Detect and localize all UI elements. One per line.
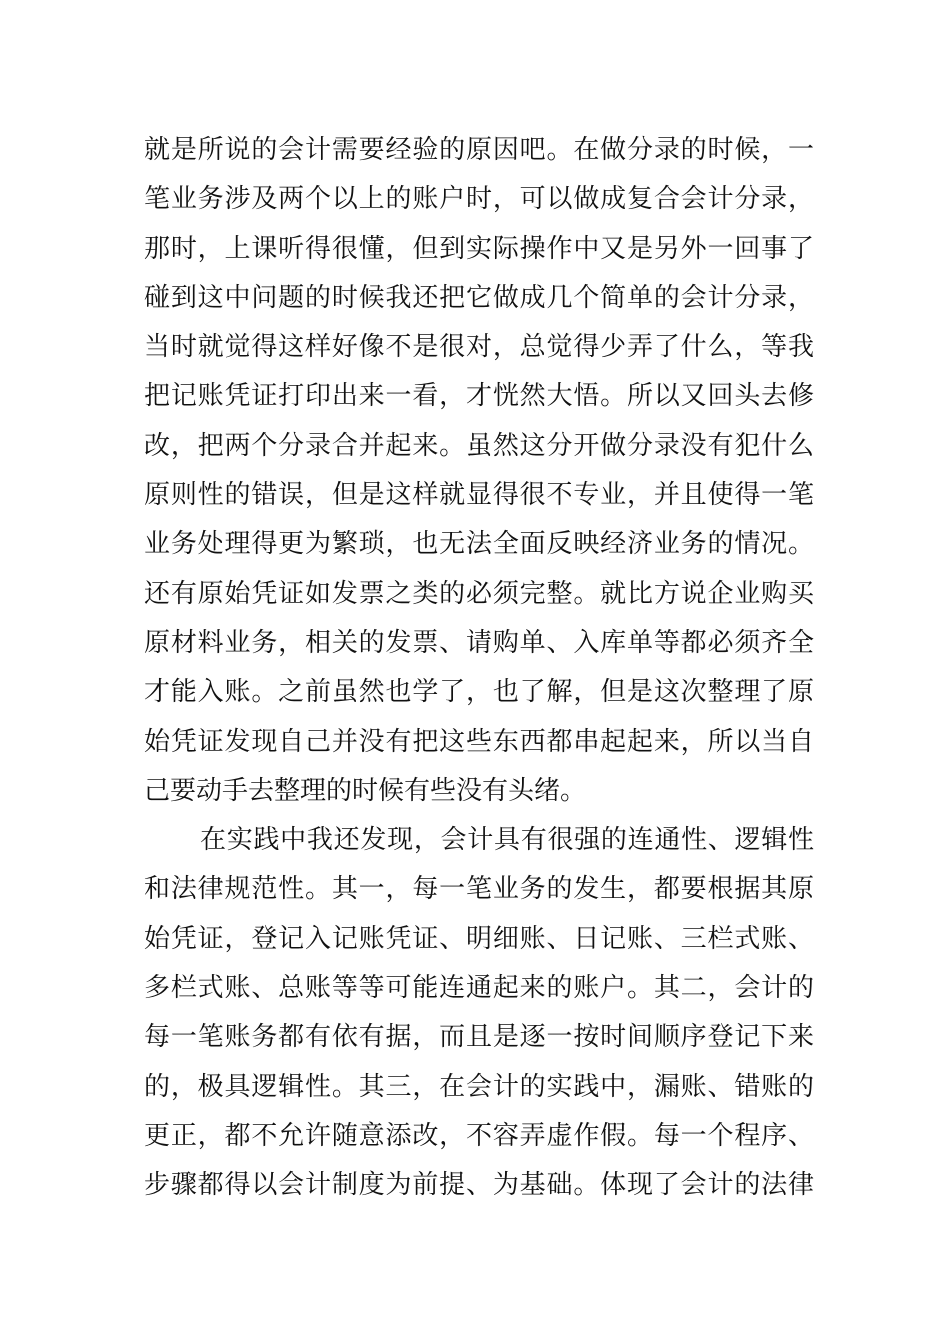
text-line: 始凭证发现自己并没有把这些东西都串起起来，所以当自 — [144, 726, 814, 757]
text-line: 那时，上课听得很懂，但到实际操作中又是另外一回事了 — [144, 233, 814, 264]
text-line: 更正，都不允许随意添改，不容弄虚作假。每一个程序、 — [144, 1120, 814, 1151]
text-line: 己要动手去整理的时候有些没有头绪。 — [144, 775, 587, 806]
text-line: 的，极具逻辑性。其三，在会计的实践中，漏账、错账的 — [144, 1071, 814, 1102]
text-line: 在实践中我还发现，会计具有很强的连通性、逻辑性 — [200, 825, 814, 856]
text-line: 笔业务涉及两个以上的账户时，可以做成复合会计分录， — [144, 184, 814, 215]
text-line: 碰到这中问题的时候我还把它做成几个简单的会计分录， — [144, 282, 814, 313]
text-line: 就是所说的会计需要经验的原因吧。在做分录的时候，一 — [144, 135, 814, 165]
text-line: 原材料业务，相关的发票、请购单、入库单等都必须齐全 — [144, 627, 814, 658]
text-line: 每一笔账务都有依有据，而且是逐一按时间顺序登记下来 — [144, 1022, 814, 1053]
text-line: 原则性的错误，但是这样就显得很不专业，并且使得一笔 — [144, 480, 814, 511]
text-line: 和法律规范性。其一，每一笔业务的发生，都要根据其原 — [144, 874, 814, 905]
paragraph-1 — [144, 126, 814, 816]
text-line: 当时就觉得这样好像不是很对，总觉得少弄了什么，等我 — [144, 332, 814, 363]
document-body — [144, 126, 814, 1211]
text-line: 改，把两个分录合并起来。虽然这分开做分录没有犯什么 — [144, 430, 814, 461]
paragraph-2 — [144, 816, 814, 1210]
text-line: 步骤都得以会计制度为前提、为基础。体现了会计的法律 — [144, 1170, 814, 1201]
text-line: 业务处理得更为繁琐，也无法全面反映经济业务的情况。 — [144, 529, 814, 560]
text-line: 多栏式账、总账等等可能连通起来的账户。其二，会计的 — [144, 973, 814, 1004]
text-line: 才能入账。之前虽然也学了，也了解，但是这次整理了原 — [144, 677, 814, 708]
text-line: 把记账凭证打印出来一看，才恍然大悟。所以又回头去修 — [144, 381, 814, 412]
text-line: 还有原始凭证如发票之类的必须完整。就比方说企业购买 — [144, 578, 814, 609]
text-line: 始凭证，登记入记账凭证、明细账、日记账、三栏式账、 — [144, 923, 814, 954]
